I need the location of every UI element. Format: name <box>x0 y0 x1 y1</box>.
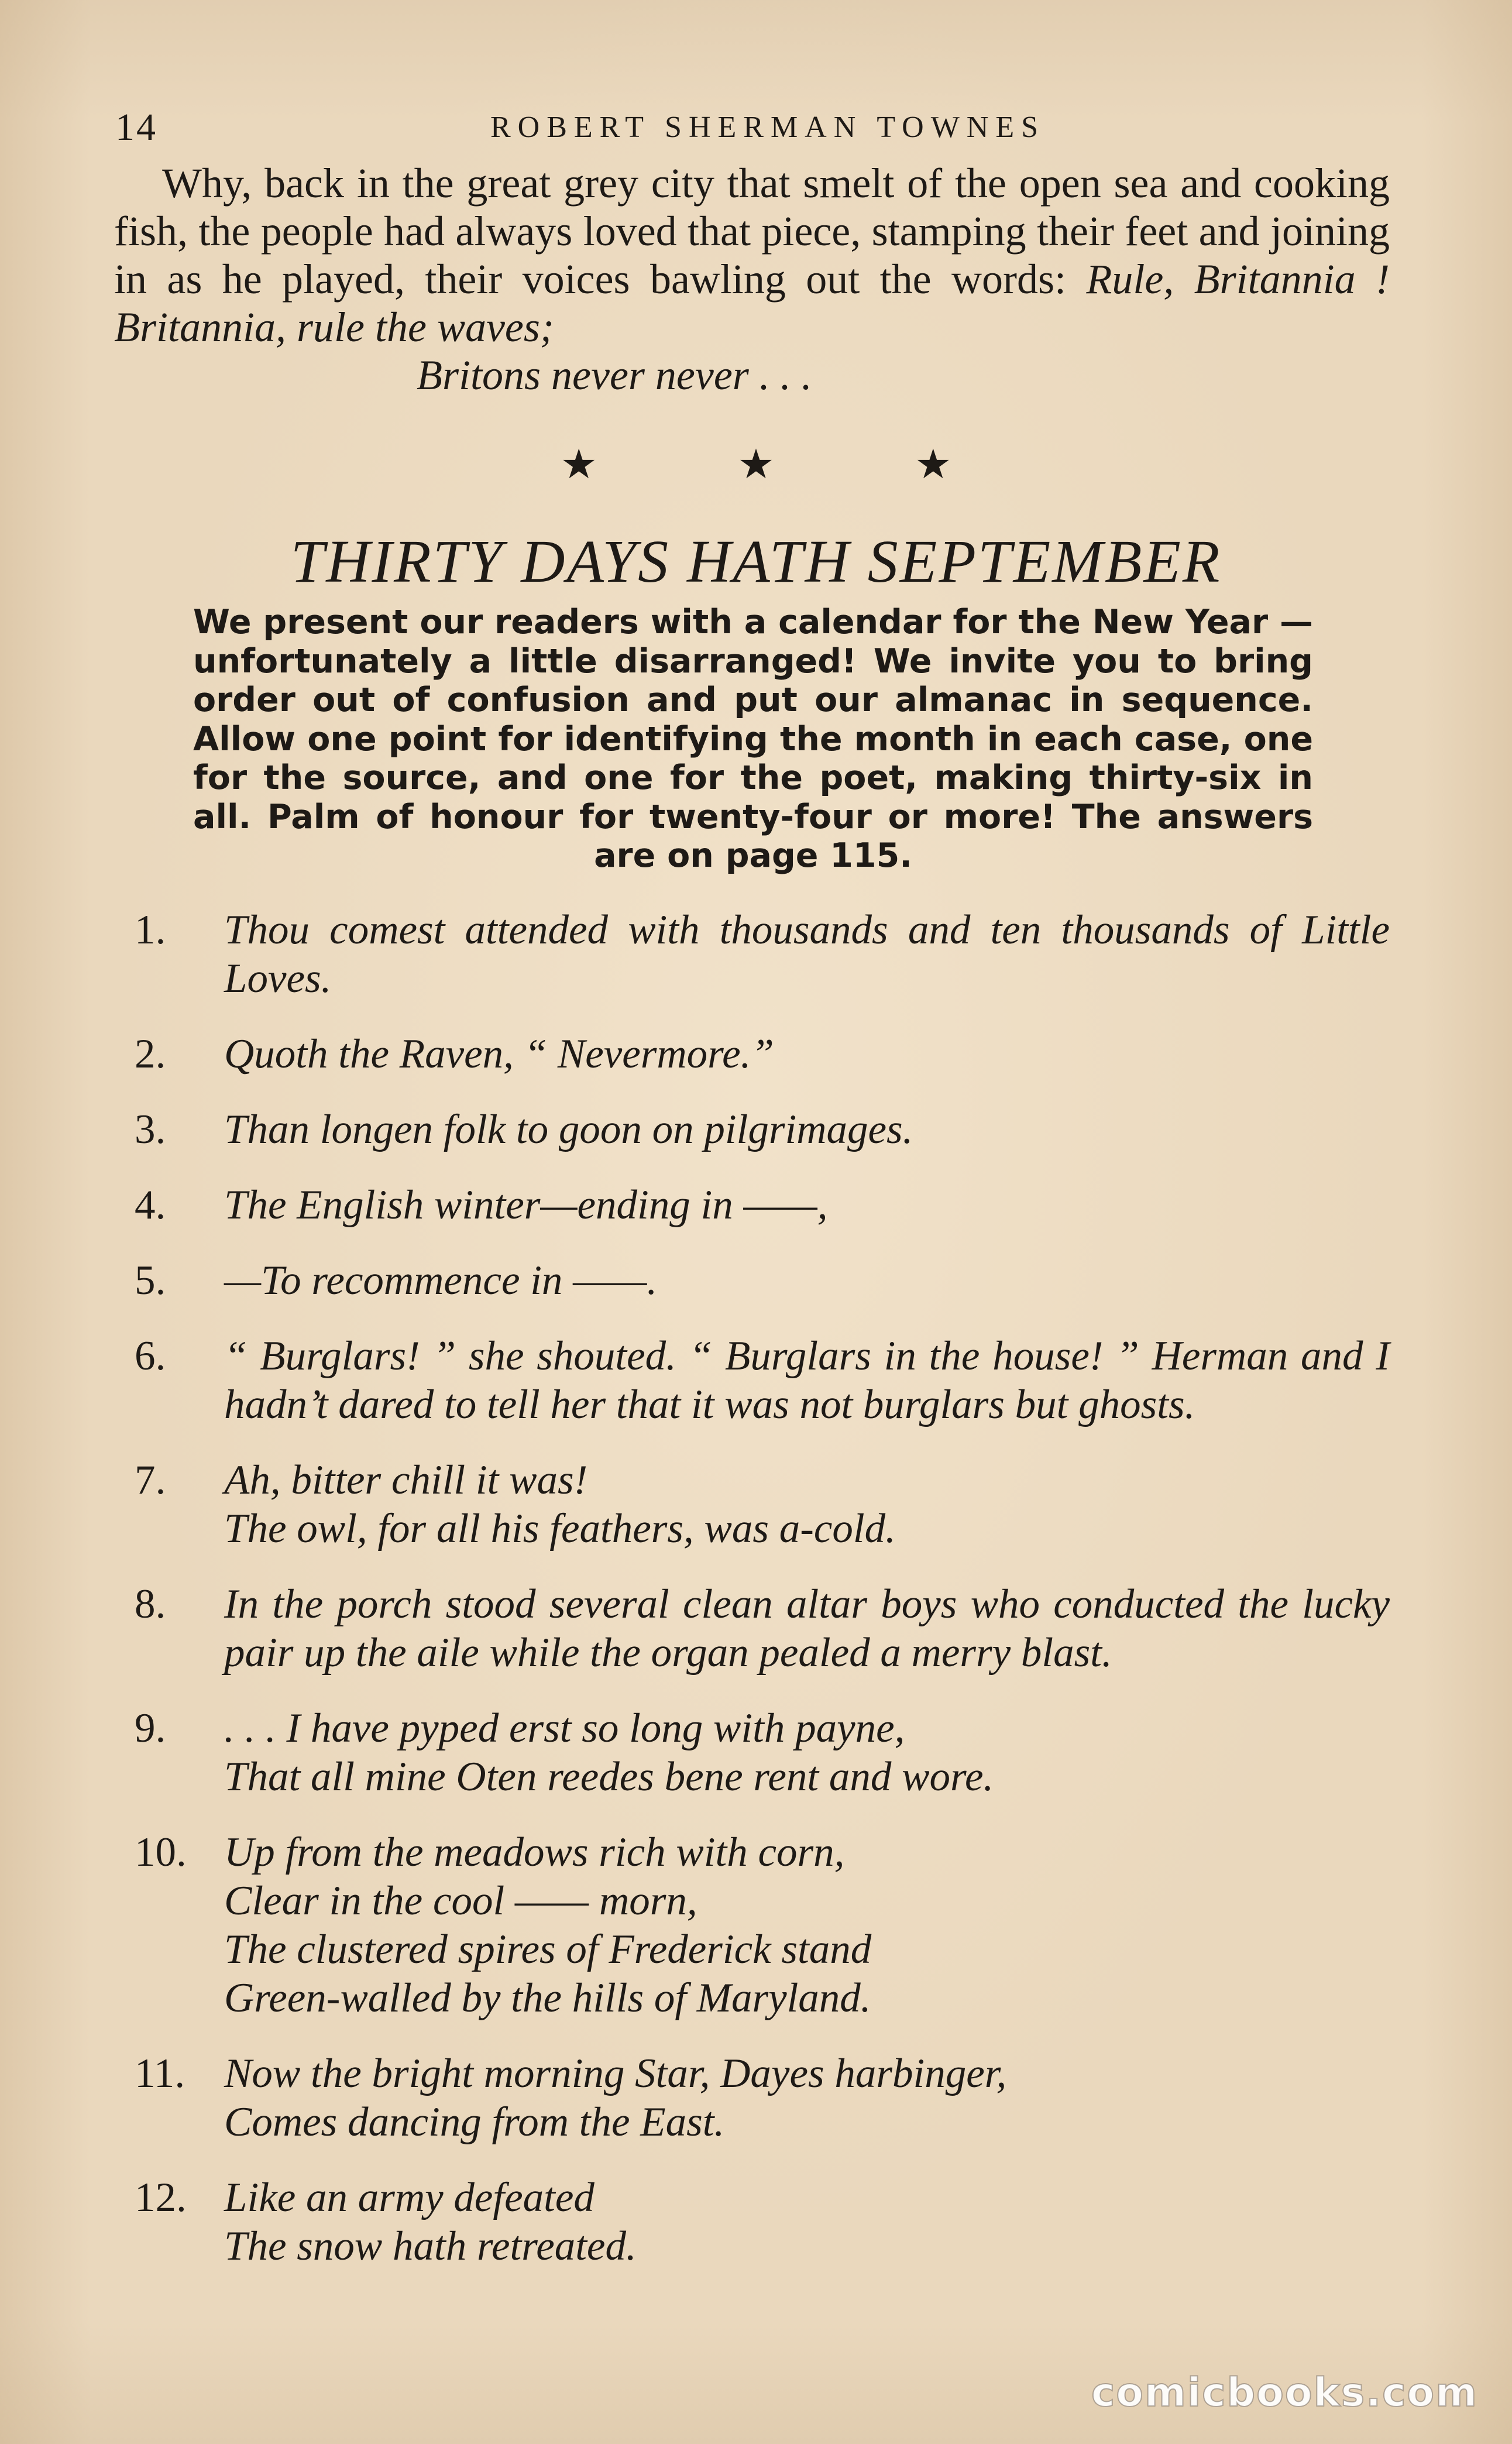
star-icon: ★ <box>737 440 775 488</box>
running-head: ROBERT SHERMAN TOWNES <box>490 111 1046 144</box>
quiz-item <box>0 1828 1512 2023</box>
quote-line: Up from the meadows rich with corn, <box>224 1829 845 1875</box>
quiz-number: 2. <box>135 1031 166 1077</box>
quiz-number: 10. <box>135 1829 187 1875</box>
quote-line: Ah, bitter chill it was! <box>224 1457 588 1503</box>
star-icon: ★ <box>560 440 597 488</box>
quiz-quote <box>224 2050 1390 2147</box>
quiz-item <box>0 1106 1512 1154</box>
quiz-quote <box>224 1030 1390 1079</box>
quiz-number: 5. <box>135 1258 166 1303</box>
quote-line: Comes dancing from the East. <box>224 2099 725 2145</box>
quiz-item <box>0 2050 1512 2147</box>
intro-text-block <box>114 159 1390 351</box>
quiz-item <box>0 1580 1512 1677</box>
quote-line: Thou comest attended with thousands and ten thousands of Little Loves. <box>224 907 1390 1001</box>
quiz-item <box>0 1181 1512 1230</box>
quiz-quote <box>224 906 1390 1003</box>
intro-paragraph <box>114 159 1390 399</box>
quote-line: —To recommence in ——. <box>224 1258 658 1303</box>
quiz-item <box>0 1456 1512 1553</box>
quiz-item <box>0 2174 1512 2271</box>
song-line-1: Rule, Britannia ! Britannia, rule the waves; <box>114 256 1390 351</box>
quiz-list <box>0 906 1512 2298</box>
quiz-quote <box>224 2174 1390 2271</box>
quiz-number: 1. <box>135 907 166 953</box>
quiz-quote <box>224 1456 1390 1553</box>
quote-line: Green-walled by the hills of Maryland. <box>224 1975 871 2021</box>
quote-line: Like an army defeated <box>224 2175 595 2220</box>
quote-line: That all mine Oten reedes bene rent and wore. <box>224 1754 994 1800</box>
quiz-number: 8. <box>135 1581 166 1627</box>
quiz-quote <box>224 1828 1390 2023</box>
quote-line: Clear in the cool —— morn, <box>224 1878 697 1924</box>
quiz-quote <box>224 1704 1390 1801</box>
quote-line: The English winter—ending in ——, <box>224 1182 828 1228</box>
quiz-quote <box>224 1181 1390 1230</box>
site-watermark: comicbooks.com <box>1091 2370 1478 2416</box>
page-number: 14 <box>115 106 157 149</box>
quiz-quote <box>224 1257 1390 1305</box>
quiz-number: 4. <box>135 1182 166 1228</box>
quiz-item <box>0 1704 1512 1801</box>
quiz-quote <box>224 1332 1390 1429</box>
quiz-number: 9. <box>135 1705 166 1751</box>
quote-line: Quoth the Raven, “ Nevermore.” <box>224 1031 774 1077</box>
quiz-item <box>0 906 1512 1003</box>
quote-line: Now the bright morning Star, Dayes harbinger, <box>224 2051 1007 2096</box>
quiz-number: 11. <box>135 2051 185 2096</box>
feature-blurb: We present our readers with a calendar for the New Year —unfortunately a little disarranged! We invite you to bring order out of confusion and put our almanac in sequence. Allow one point for identifying the month in each case, one for the source, and one for the poet, making thirty-six in all. Palm of honour for twenty-four or more! The answers are on page 115. <box>193 603 1313 875</box>
song-line-2: Britons never never . . . <box>417 352 812 399</box>
quiz-number: 3. <box>135 1107 166 1152</box>
quiz-item <box>0 1030 1512 1079</box>
quote-line: The clustered spires of Frederick stand <box>224 1927 872 1972</box>
quiz-number: 6. <box>135 1333 166 1379</box>
quote-line: “ Burglars! ” she shouted. “ Burglars in the house! ” Herman and I hadn’t dared to tell her that it was not burglars but ghosts. <box>224 1333 1390 1427</box>
star-icon: ★ <box>915 440 952 488</box>
intro-text: Why, back in the great grey city that smelt of the open sea and cooking fish, the people had always loved that piece, stamping their feet and joining in as he played, their voices bawling out the words: <box>114 160 1390 303</box>
quote-line: Than longen folk to goon on pilgrimages. <box>224 1107 913 1152</box>
quiz-item <box>0 1257 1512 1305</box>
quote-line: The owl, for all his feathers, was a-cold. <box>224 1506 896 1551</box>
quiz-quote <box>224 1580 1390 1677</box>
quiz-number: 7. <box>135 1457 166 1503</box>
quiz-number: 12. <box>135 2175 187 2220</box>
quote-line: The snow hath retreated. <box>224 2223 637 2269</box>
quiz-quote <box>224 1106 1390 1154</box>
quote-line: In the porch stood several clean altar boys who conducted the lucky pair up the aile while the organ pealed a merry blast. <box>224 1581 1390 1676</box>
quote-line: . . . I have pyped erst so long with payne, <box>224 1705 905 1751</box>
feature-title: THIRTY DAYS HATH SEPTEMBER <box>290 528 1222 595</box>
quiz-item <box>0 1332 1512 1429</box>
section-separator <box>0 440 1512 488</box>
